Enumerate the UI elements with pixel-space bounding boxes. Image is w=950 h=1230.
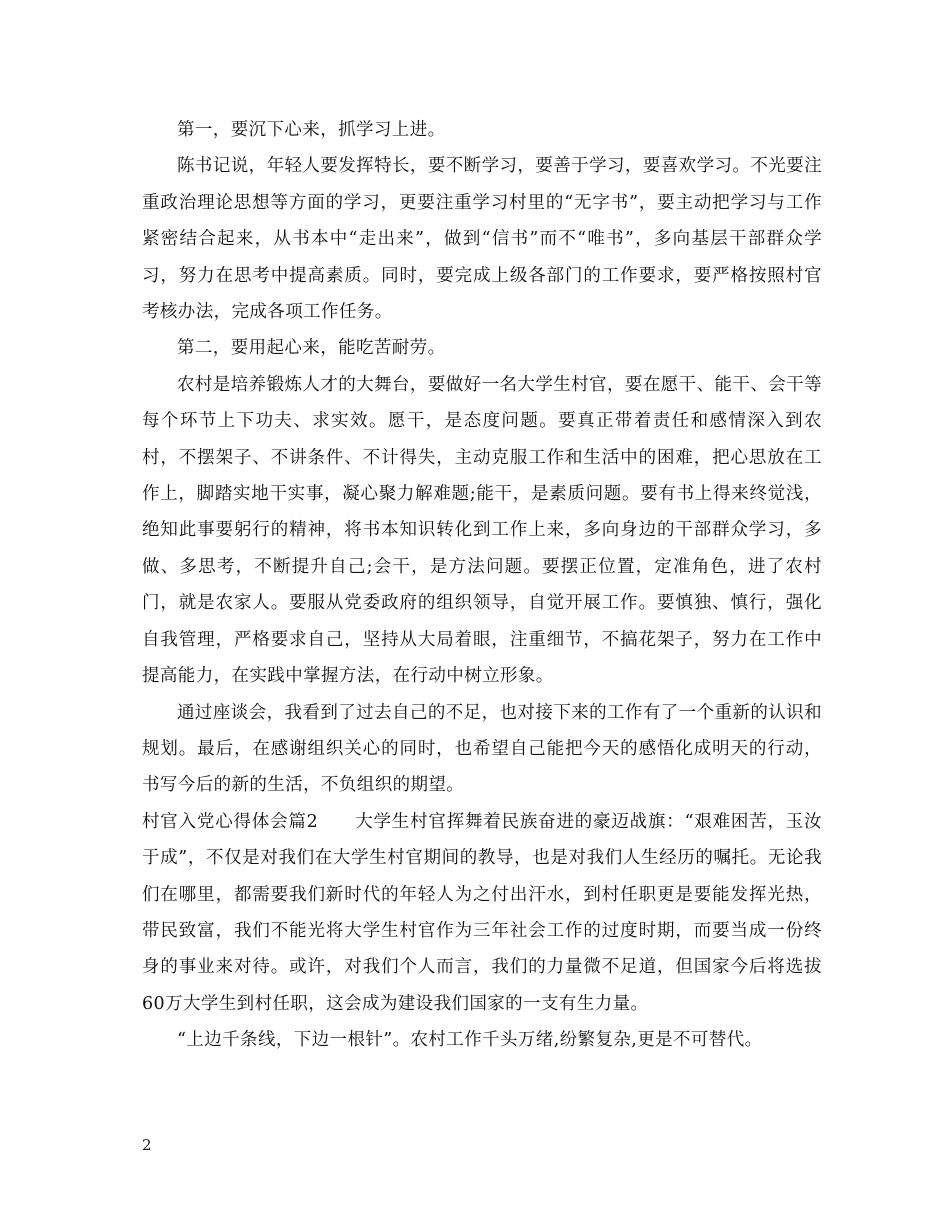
paragraph-2: 陈书记说，年轻人要发挥特长，要不断学习，要善于学习，要喜欢学习。不光要注重政治理论思想等方面的学习，更要注重学习村里的“无字书”，要主动把学习与工作紧密结合起来，从书本中“走出来”，做到“信书”而不“唯书”，多向基层干部群众学习，努力在思考中提高素质。同时，要完成上级各部门的工作要求，要严格按照村官考核办法，完成各项工作任务。 (142, 156, 822, 323)
paragraph-1: 第一，要沉下心来，抓学习上进。 (177, 120, 446, 140)
paragraph-7: “上边千条线，下边一根针”。农村工作千头万绪,纷繁复杂,更是不可替代。 (177, 1030, 763, 1051)
paragraph-4: 农村是培养锻炼人才的大舞台，要做好一名大学生村官，要在愿干、能干、会干等每个环节上下功夫、求实效。愿干，是态度问题。要真正带着责任和感情深入到农村，不摆架子、不讲条件、不计得失，主动克服工作和生活中的困难，把心思放在工作上，脚踏实地干实事，凝心聚力解难题;能干，是素质问题。要有书上得来终觉浅，绝知此事要躬行的精神，将书本知识转化到工作上来，多向身边的干部群众学习，多做、多思考，不断提升自己;会干，是方法问题。要摆正位置，定准角色，进了农村门，就是农家人。要服从党委政府的组织领导，自觉开展工作。要慎独、慎行，强化自我管理，严格要求自己，坚持从大局着眼，注重细节，不搞花架子，努力在工作中提高能力，在实践中掌握方法，在行动中树立形象。 (142, 374, 822, 687)
document-body (142, 112, 822, 1059)
page-number: 2 (142, 1136, 152, 1154)
paragraph-6: 村官入党心得体会篇2 大学生村官挥舞着民族奋进的豪迈战旗：“艰难困苦，玉汝于成”，不仅是对我们在大学生村官期间的教导，也是对我们人生经历的嘱托。无论我们在哪里，都需要我们新时代的年轻人为之付出汗水，到村任职更是要能发挥光热，带民致富，我们不能光将大学生村官作为三年社会工作的过度时期，而要当成一份终身的事业来对待。或许，对我们个人而言，我们的力量微不足道，但国家今后将选拔60万大学生到村任职，这会成为建设我们国家的一支有生力量。 (142, 811, 822, 1014)
paragraph-3: 第二，要用起心来，能吃苦耐劳。 (177, 338, 446, 359)
paragraph-5: 通过座谈会，我看到了过去自己的不足，也对接下来的工作有了一个重新的认识和规划。最后，在感谢组织关心的同时，也希望自己能把今天的感悟化成明天的行动，书写今后的新的生活，不负组织的期望。 (142, 702, 822, 796)
